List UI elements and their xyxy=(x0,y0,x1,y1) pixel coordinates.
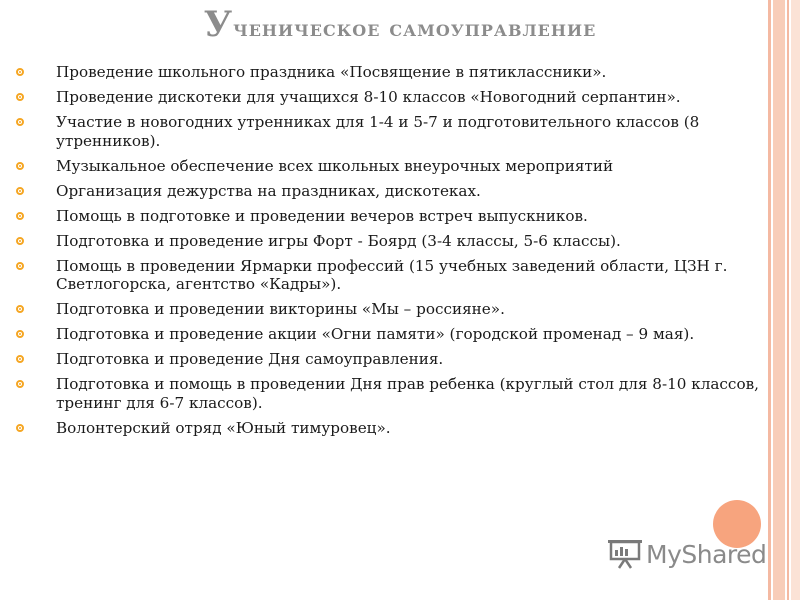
bullet-icon xyxy=(16,262,24,270)
bullet-icon xyxy=(16,162,24,170)
list-item-text: Помощь в проведении Ярмарки профессий (15 учебных заведений области, ЦЗН г. Светлогорска, агентство «Кадры»). xyxy=(56,256,728,293)
list-item-text: Подготовка и помощь в проведении Дня прав ребенка (круглый стол для 8-10 классов, тренинг для 6-7 классов). xyxy=(56,375,759,412)
list-item-text: Подготовка и проведении викторины «Мы – россияне». xyxy=(56,300,505,318)
bullet-icon xyxy=(16,305,24,313)
list-item xyxy=(16,207,776,226)
bullet-icon xyxy=(16,380,24,388)
bullet-icon xyxy=(16,237,24,245)
list-item-text: Помощь в подготовке и проведении вечеров встреч выпускников. xyxy=(56,206,588,225)
bullet-icon xyxy=(16,330,24,338)
list-item xyxy=(16,88,776,107)
list-item-text: Подготовка и проведение игры Форт - Боярд (3-4 классы, 5-6 классы). xyxy=(56,231,621,250)
list-item-text: Волонтерский отряд «Юный тимуровец». xyxy=(56,418,391,437)
bullet-icon xyxy=(16,93,24,101)
list-item xyxy=(16,232,776,251)
decor-stripe xyxy=(787,0,789,600)
bullet-icon xyxy=(16,424,24,432)
bullet-icon xyxy=(16,212,24,220)
list-item xyxy=(16,113,776,150)
watermark-logo xyxy=(608,538,766,570)
list-item xyxy=(16,375,776,412)
list-item-text: Проведение дискотеки для учащихся 8-10 классов «Новогодний серпантин». xyxy=(56,88,681,106)
list-item xyxy=(16,300,776,319)
slide-title xyxy=(0,4,800,45)
list-item-text: Организация дежурства на праздниках, дискотеках. xyxy=(56,181,481,200)
list-item-text: Проведение школьного праздника «Посвящение в пятиклассники». xyxy=(56,63,607,81)
list-item xyxy=(16,419,776,438)
bullet-icon xyxy=(16,187,24,195)
list-item xyxy=(16,182,776,201)
list-item xyxy=(16,350,776,369)
list-item xyxy=(16,157,776,176)
bullet-icon xyxy=(16,118,24,126)
list-item-text: Участие в новогодних утренниках для 1-4 и 5-7 и подготовительного классов (8 утренников). xyxy=(56,113,700,150)
list-item-text: Музыкальное обеспечение всех школьных внеурочных мероприятий xyxy=(56,156,614,175)
list-item-text: Подготовка и проведение акции «Огни памяти» (городской променад – 9 мая). xyxy=(56,325,695,343)
decor-stripe xyxy=(791,0,800,600)
list-item xyxy=(16,325,776,344)
title-rest: ченическое самоуправление xyxy=(233,15,597,42)
bullet-icon xyxy=(16,68,24,76)
bullet-list xyxy=(16,63,776,444)
watermark-text: MyShared xyxy=(646,539,767,569)
title-initial: У xyxy=(203,4,234,45)
list-item xyxy=(16,63,776,82)
list-item xyxy=(16,257,776,294)
list-item-text: Подготовка и проведение Дня самоуправления. xyxy=(56,350,444,368)
bullet-icon xyxy=(16,355,24,363)
presentation-board-icon xyxy=(608,539,642,569)
